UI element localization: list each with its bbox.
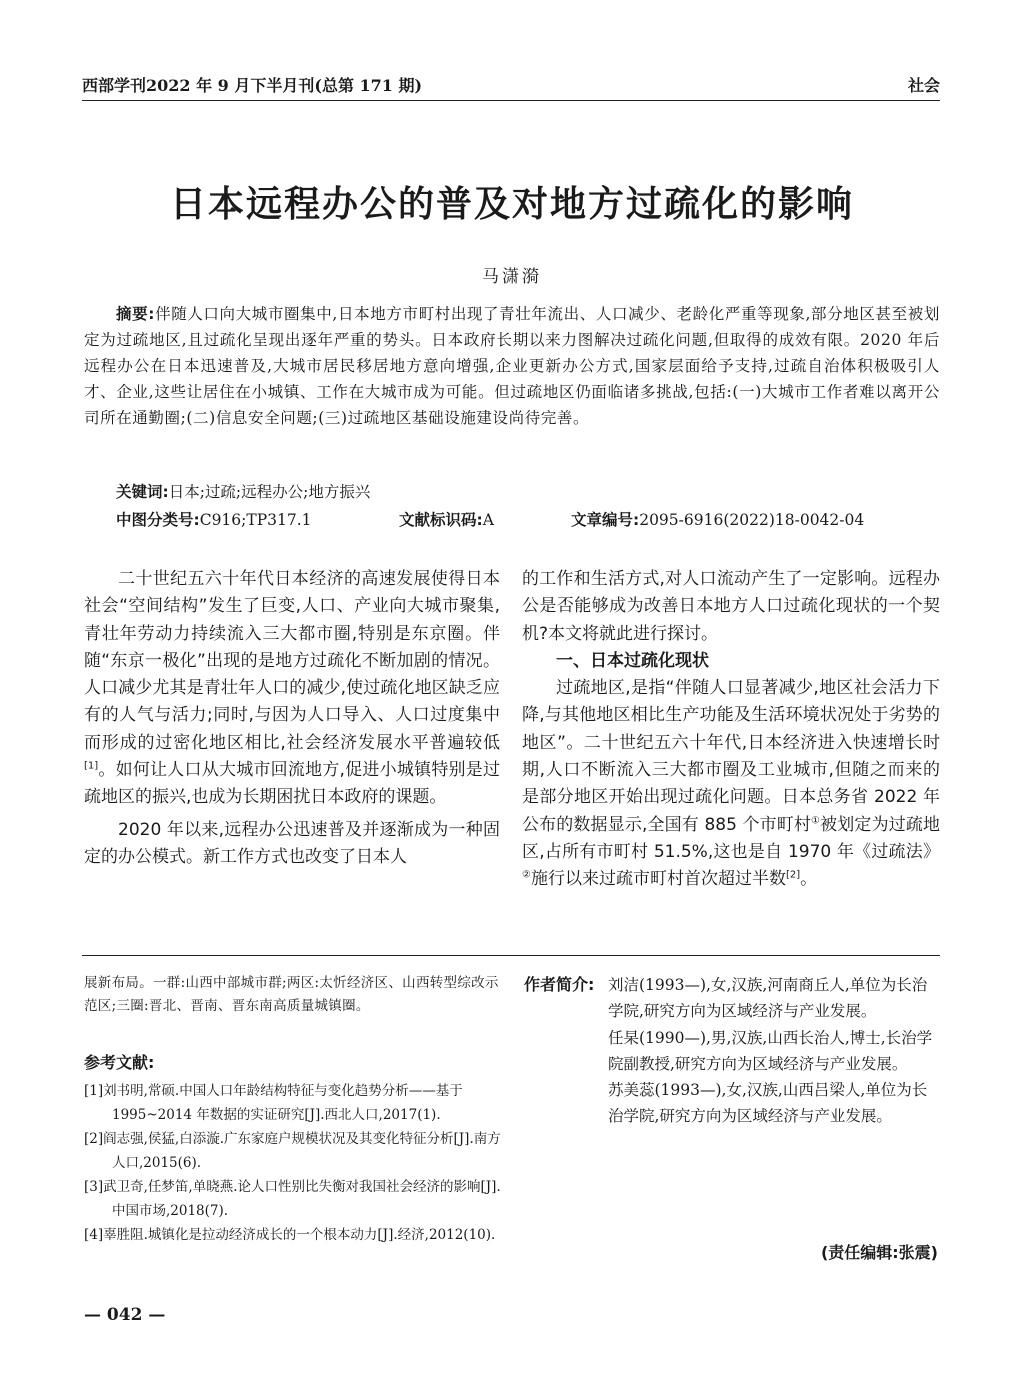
paragraph-text: 二十世纪五六十年代日本经济的高速发展使得日本社会“空间结构”发生了巨变,人口、产业向大城市聚集,青壮年劳动力持续流入三大都市圈,特别是东京圈。伴随“东京一极化”出现的是地方过疏化不断加剧的情况。人口减少尤其是青壮年人口的减少,使过疏化地区缺乏应有的人气与活力;同时,与因为人口导入、人口过度集中而形成的过密化地区相比,社会经济发展水平普遍较低	[84, 569, 500, 753]
bio-entry: 苏美蕊(1993—),女,汉族,山西吕梁人,单位为长治学院,研究方向为区域经济与产业发展。	[608, 1081, 928, 1126]
author-bios	[524, 972, 940, 1130]
doc-label: 文献标识码:	[399, 511, 483, 529]
body-paragraph	[522, 566, 940, 648]
bio-entry: 任杲(1990—),男,汉族,山西长治人,博士,长治学院副教授,研究方向为区域经济与产业发展。	[608, 1028, 933, 1073]
responsible-editor: (责任编辑:张震)	[820, 1243, 938, 1262]
keywords-label: 关键词:	[116, 483, 169, 501]
footnote-marker: ①	[811, 815, 821, 827]
citation-ref: [2]	[785, 869, 801, 881]
clc-value: C916;TP317.1	[199, 511, 312, 529]
clc-code	[116, 508, 312, 530]
body-column-right	[522, 566, 940, 894]
paragraph-text: 被划定为过疏地区,占所有市町村 51.5%,这也是自 1970 年《过疏法》	[522, 814, 940, 862]
abstract-text: 伴随人口向大城市圈集中,日本地方市町村出现了青壮年流出、人口减少、老龄化严重等现象,部分地区甚至被划定为过疏地区,且过疏化呈现出逐年严重的势头。日本政府长期以来力图解决过疏化问题,但取得的成效有限。2020 年后远程办公在日本迅速普及,大城市居民移居地方意向增强,企业更新办公方式,国家层面给予支持,过疏自治体积极吸引人才、企业,这些让居住在小城镇、工作在大城市成为可能。但过疏地区仍面临诸多挑战,包括:(一)大城市工作者难以离开公司所在通勤圈;(二)信息安全问题;(三)过疏地区基础设施建设尚待完善。	[84, 305, 941, 427]
keywords-text: 日本;过疏;远程办公;地方振兴	[168, 483, 371, 501]
paragraph-text: 过疏地区,是指“伴随人口显著减少,地区社会活力下降,与其他地区相比生产功能及生活环境状况处于劣势的地区”。二十世纪五六十年代,日本经济进入快速增长时期,人口不断流入三大都市圈及工业城市,但随之而来的是部分地区开始出现过疏化问题。日本总务省 2022 年公布的数据显示,全国有 885 个市町村	[522, 678, 940, 835]
keywords	[116, 480, 370, 502]
section-divider	[82, 955, 940, 956]
section-label: 社会	[907, 76, 940, 95]
footnote-marker: ②	[522, 869, 531, 881]
paragraph-text: 施行以来过疏市町村首次超过半数	[530, 869, 786, 890]
author-name: 马潇漪	[482, 267, 542, 287]
body-paragraph	[84, 566, 500, 812]
journal-header: 西部学刊2022 年 9 月下半月刊(总第 171 期)	[82, 76, 423, 95]
article-value: 2095-6916(2022)18-0042-04	[639, 511, 865, 529]
abstract-label: 摘要:	[116, 305, 156, 323]
bio-block	[524, 972, 940, 1130]
bio-entry: 刘洁(1993—),女,汉族,河南商丘人,单位为长治学院,研究方向为区域经济与产业发展。	[608, 976, 928, 1021]
reference-item: [4]辜胜阻.城镇化是拉动经济成长的一个根本动力[J].经济,2012(10).	[84, 1227, 496, 1243]
paragraph-text: 。如何让人口从大城市回流地方,促进小城镇特别是过疏地区的振兴,也成为长期困扰日本政府的课题。	[84, 760, 500, 808]
paragraph-text: 的工作和生活方式,对人口流动产生了一定影响。远程办公是否能够成为改善日本地方人口过疏化现状的一个契机?本文将就此进行探讨。	[522, 569, 940, 644]
article-label: 文章编号:	[571, 511, 640, 529]
article-number	[571, 508, 864, 530]
page-number: — 042 —	[84, 1305, 166, 1325]
doc-code	[399, 508, 494, 530]
reference-item: [1]刘书明,常硕.中国人口年龄结构特征与变化趋势分析——基于 1995~2014 年数据的实证研究[J].西北人口,2017(1).	[84, 1083, 463, 1123]
article-title: 日本远程办公的普及对地方过疏化的影响	[169, 184, 854, 225]
header-rule	[82, 100, 940, 101]
citation-ref: [1]	[84, 760, 99, 772]
section-heading: 一、日本过疏化现状	[556, 650, 709, 671]
clc-label: 中图分类号:	[116, 511, 200, 529]
bio-label: 作者简介:	[524, 975, 595, 994]
doc-value: A	[482, 511, 494, 529]
body-column-left	[84, 566, 500, 871]
footnote-continuation: 展新布局。一群:山西中部城市群;两区:太忻经济区、山西转型综改示范区;三圈:晋北、晋南、晋东南高质量城镇圈。	[84, 975, 499, 1014]
paragraph-text: 2020 年以来,远程办公迅速普及并逐渐成为一种固定的办公模式。新工作方式也改变了日本人	[84, 819, 500, 867]
abstract	[84, 301, 940, 431]
reference-item: [3]武卫奇,任梦笛,单晓燕.论人口性别比失衡对我国社会经济的影响[J].中国市场,2018(7).	[84, 1179, 501, 1219]
reference-item: [2]阎志强,侯猛,白添漩.广东家庭户规模状况及其变化特征分析[J].南方人口,2015(6).	[84, 1131, 501, 1171]
references-title: 参考文献:	[84, 1053, 155, 1072]
body-paragraph	[84, 817, 500, 872]
paragraph-text: 。	[800, 869, 818, 890]
body-paragraph	[522, 675, 940, 893]
reference-list	[84, 1079, 504, 1247]
